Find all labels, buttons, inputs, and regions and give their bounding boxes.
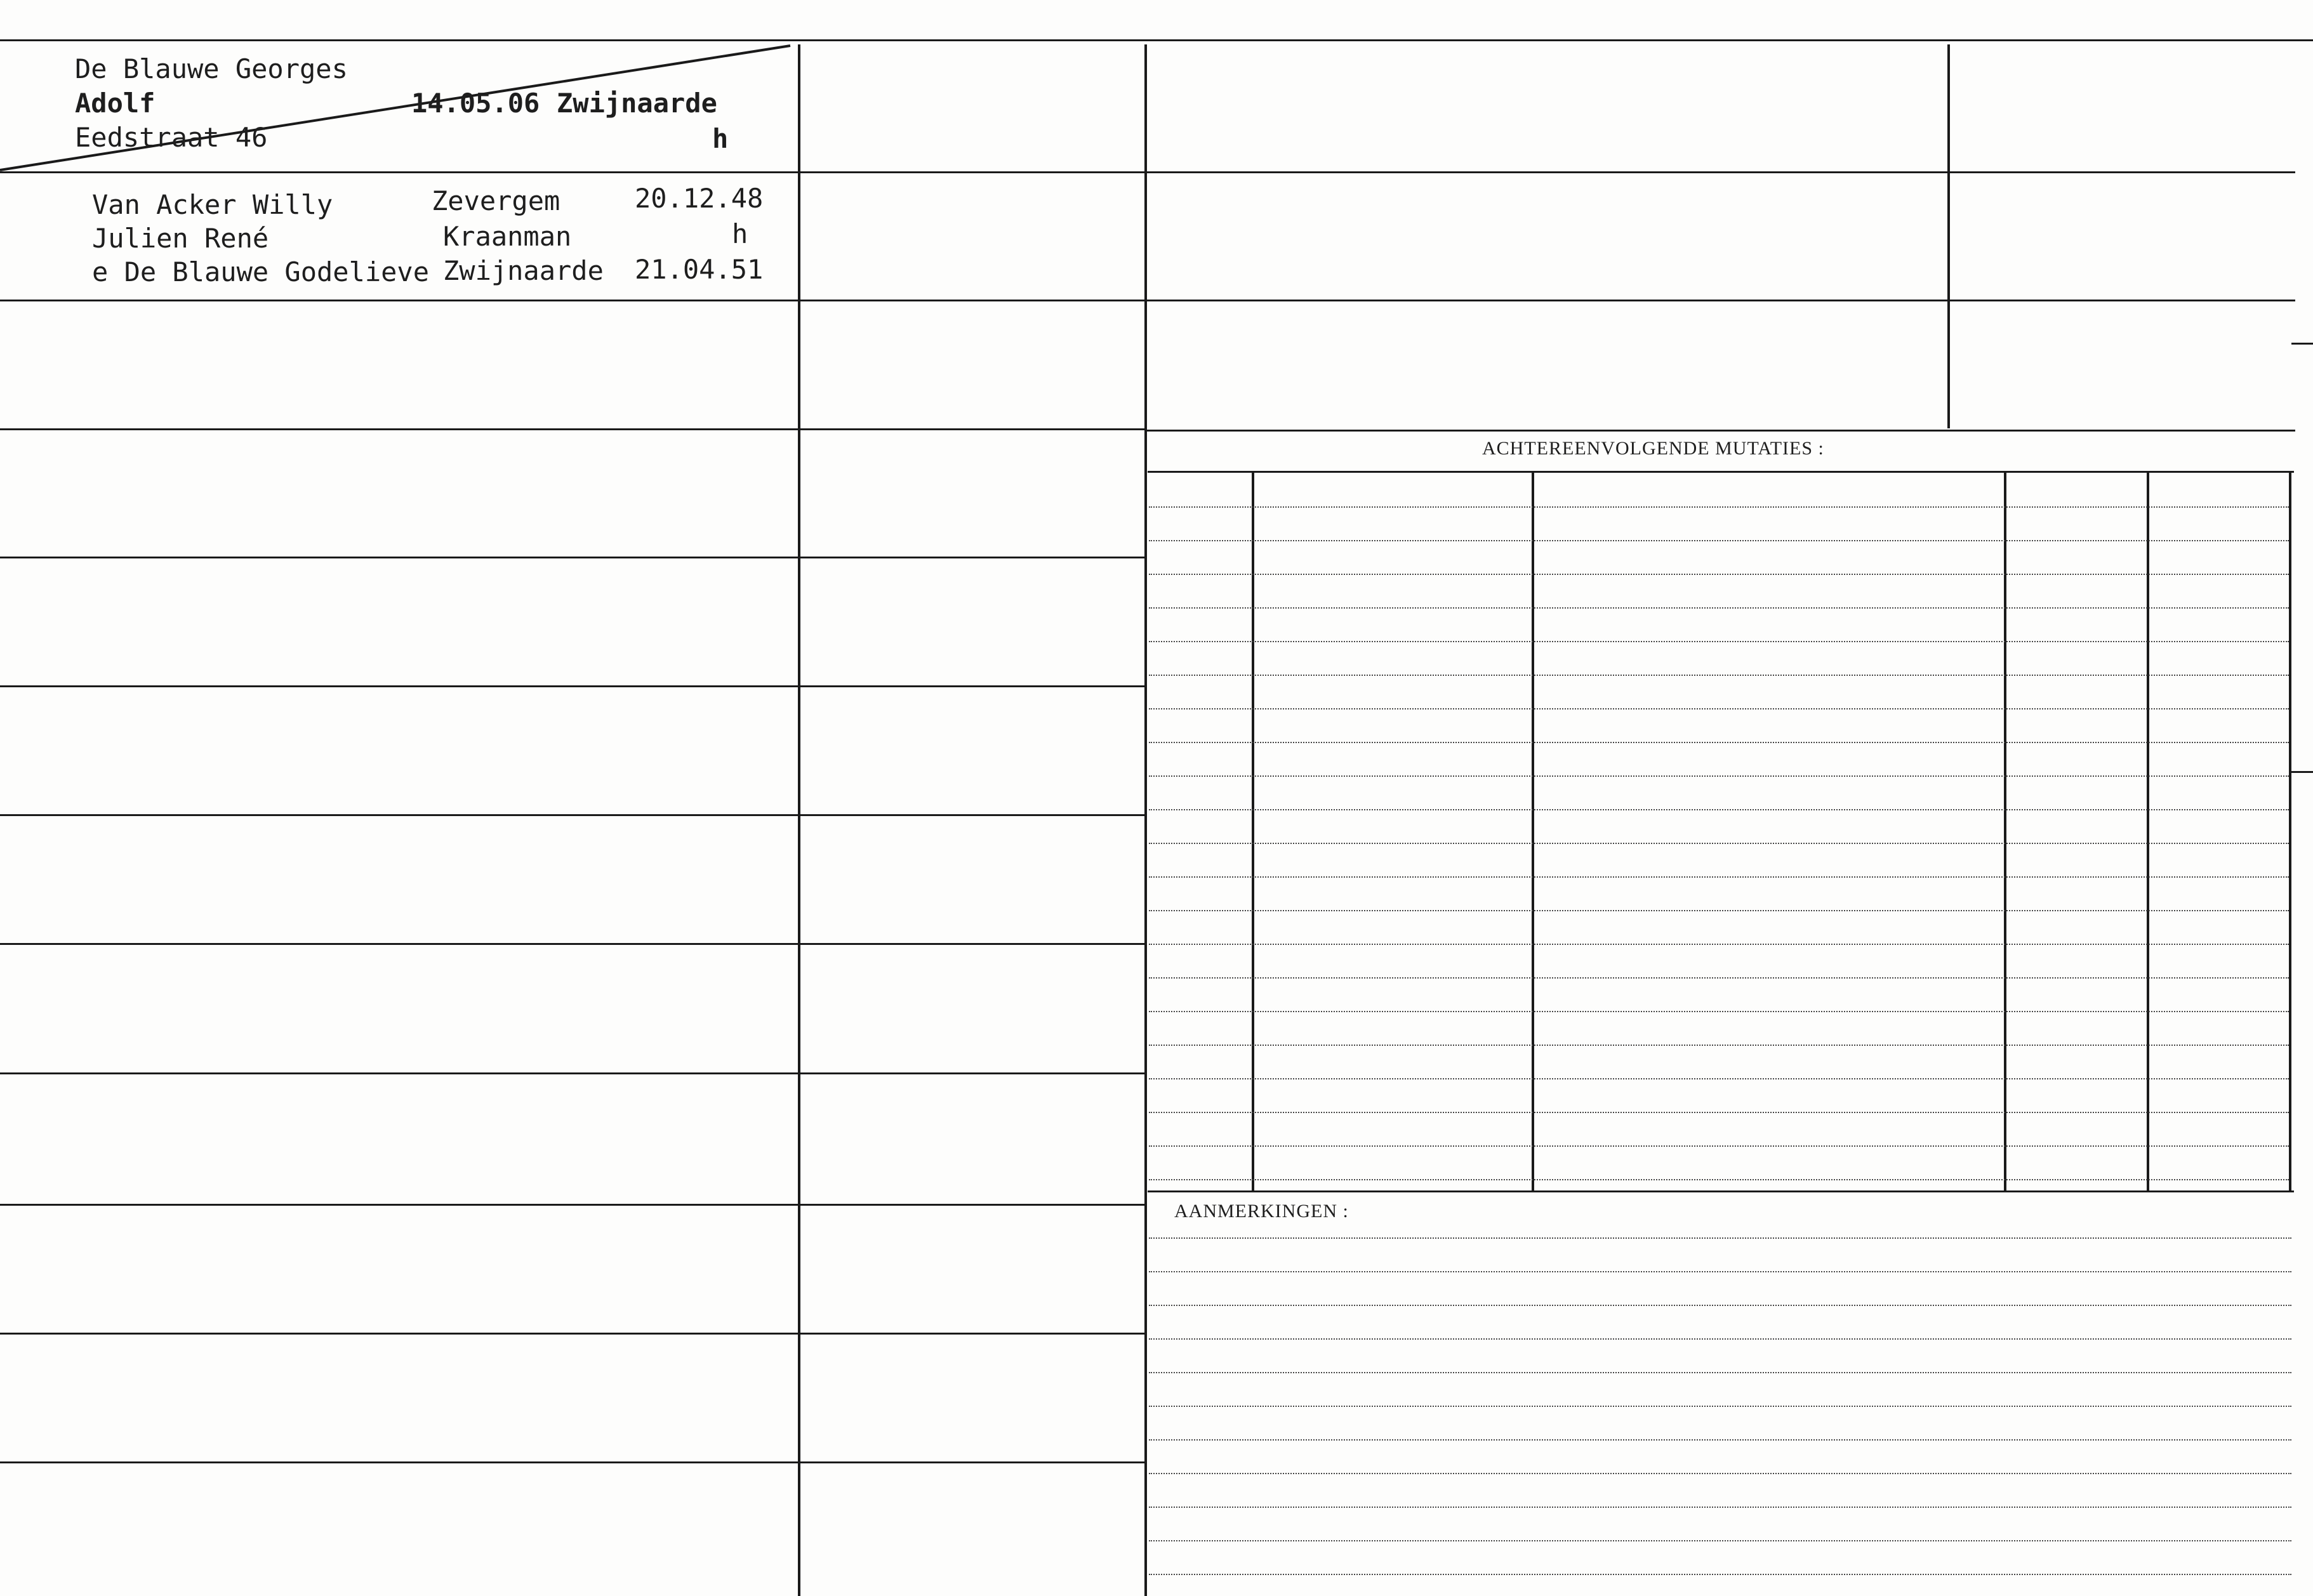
- mutaties-column-divider: [2004, 472, 2006, 1190]
- ruled-line: [1149, 1078, 2289, 1079]
- ruled-line: [1149, 1473, 2291, 1474]
- ruled-line: [1149, 675, 2289, 676]
- ruled-line: [1149, 1271, 2291, 1272]
- entry-address: Eedstraat 46: [75, 122, 268, 153]
- mutaties-bottom-border: [1148, 1190, 2294, 1192]
- ruled-line: [1149, 574, 2289, 575]
- entry-profession: Kraanman: [443, 221, 572, 252]
- ruled-line: [1149, 809, 2289, 810]
- ruled-line: [1149, 910, 2289, 911]
- entry-birth-place: Zwijnaarde: [557, 88, 717, 119]
- ruled-line: [1149, 1045, 2289, 1046]
- ruled-line: [1149, 506, 2289, 508]
- ruled-line: [1149, 540, 2289, 541]
- margin-tick: [2291, 771, 2313, 773]
- ruled-line: [1149, 1338, 2291, 1340]
- ruled-line: [1149, 1237, 2291, 1239]
- entry-relation: h: [712, 123, 729, 154]
- ruled-line: [1149, 1145, 2289, 1147]
- ruled-line: [1149, 876, 2289, 878]
- mutaties-top-border: [1148, 471, 2294, 473]
- mutaties-column-divider: [1532, 472, 1534, 1190]
- ruled-line: [1149, 977, 2289, 979]
- ruled-line: [1149, 1540, 2291, 1541]
- entry-name-line: e De Blauwe Godelieve: [92, 256, 430, 287]
- ruled-line: [1149, 708, 2289, 709]
- ruled-line: [1149, 1179, 2289, 1180]
- mutaties-column-divider: [2147, 472, 2149, 1190]
- mutaties-heading: ACHTEREENVOLGENDE MUTATIES :: [1482, 438, 1824, 459]
- margin-tick: [2291, 343, 2313, 345]
- ruled-line: [1149, 1406, 2291, 1407]
- ruled-line: [1149, 1507, 2291, 1508]
- ruled-line: [1149, 1305, 2291, 1306]
- ruled-line: [1149, 843, 2289, 844]
- entry-name-line: De Blauwe Georges: [75, 53, 348, 84]
- mutaties-column-divider: [1252, 472, 1254, 1190]
- entry-place: Zevergem: [432, 185, 560, 216]
- ruled-line: [1149, 1011, 2289, 1012]
- ruled-line: [1149, 775, 2289, 777]
- entry-name-line: Adolf: [75, 88, 156, 119]
- entry-date: 21.04.51: [635, 254, 764, 285]
- entry-birth-date: 14.05.06: [411, 88, 540, 119]
- ruled-line: [1149, 1574, 2291, 1575]
- entry-name-line: Julien René: [92, 223, 269, 254]
- ruled-line: [1149, 607, 2289, 609]
- entry-place: Zwijnaarde: [443, 255, 604, 286]
- aanmerkingen-heading: AANMERKINGEN :: [1174, 1201, 1349, 1222]
- ruled-line: [1149, 641, 2289, 642]
- entry-date: 20.12.48: [635, 183, 764, 214]
- ruled-line: [1149, 1439, 2291, 1441]
- ruled-line: [1149, 742, 2289, 743]
- ruled-line: [1149, 944, 2289, 945]
- ruled-line: [1149, 1372, 2291, 1373]
- ruled-line: [1149, 1112, 2289, 1113]
- mutaties-right-border: [2289, 472, 2291, 1190]
- entry-name-line: Van Acker Willy: [92, 189, 333, 220]
- entry-relation: h: [732, 218, 748, 249]
